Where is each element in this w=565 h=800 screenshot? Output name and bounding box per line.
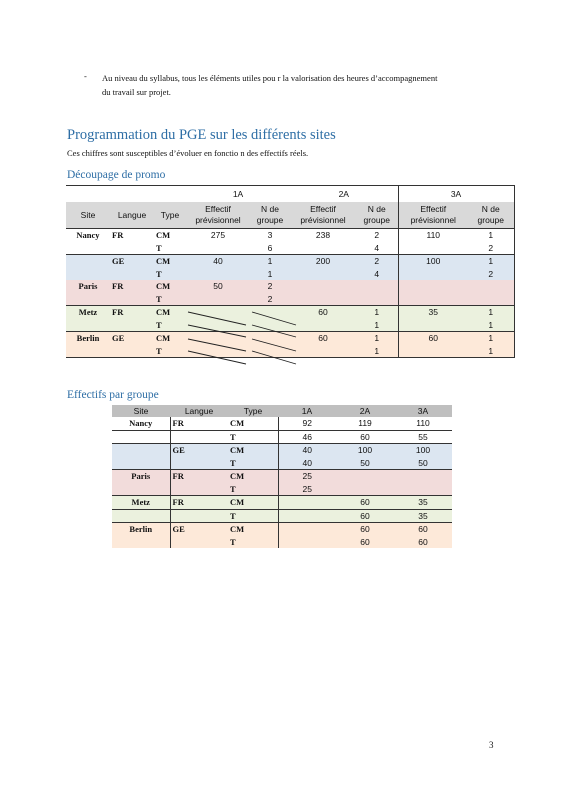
col-type: Type — [154, 202, 186, 229]
col-1a: 1A — [278, 405, 336, 417]
table-row: T 1 1 — [66, 345, 514, 358]
col-site: Site — [66, 202, 110, 229]
section-subtitle: Ces chiffres sont susceptibles d’évoluer en fonctio n des effectifs réels. — [67, 148, 309, 158]
table-row: T 60 35 — [112, 509, 452, 523]
col-effectif-3a: Effectif prévisionnel — [398, 202, 468, 229]
table-row: Berlin GE CM 60 60 — [112, 523, 452, 536]
table-row: T 1 1 — [66, 319, 514, 332]
section-title: Programmation du PGE sur les différents sites — [67, 127, 336, 143]
table-row: T 1 4 2 — [66, 268, 514, 281]
table-row: T 6 4 2 — [66, 242, 514, 255]
table-row: T 40 50 50 — [112, 457, 452, 470]
col-langue: Langue — [110, 202, 154, 229]
table2-title: Effectifs par groupe — [67, 389, 159, 401]
col-type: Type — [228, 405, 278, 417]
group-size-table — [112, 405, 452, 548]
col-site: Site — [112, 405, 170, 417]
col-effectif-2a: Effectif prévisionnel — [290, 202, 356, 229]
table-row: Metz FR CM 60 35 — [112, 496, 452, 510]
table1-title: Découpage de promo — [67, 169, 166, 181]
table-row: Berlin GE CM 60 1 60 1 — [66, 332, 514, 345]
bullet-text: Au niveau du syllabus, tous les éléments utiles pou r la valorisation des heures d’accompagnement du travail sur projet. — [102, 73, 438, 97]
promo-table — [66, 185, 515, 358]
table-row: Metz FR CM 60 1 35 1 — [66, 306, 514, 319]
col-ngroupe-3a: N de groupe — [468, 202, 514, 229]
table-row: T 46 60 55 — [112, 430, 452, 444]
table-row: T 2 — [66, 293, 514, 306]
col-ngroupe-2a: N de groupe — [356, 202, 398, 229]
col-2a: 2A — [336, 405, 394, 417]
table-row: Paris FR CM 50 2 — [66, 280, 514, 293]
table-row: GE CM 40 100 100 — [112, 444, 452, 457]
table-row: Paris FR CM 25 — [112, 470, 452, 483]
year-3a: 3A — [398, 186, 514, 203]
page-number: 3 — [489, 740, 494, 750]
bullet-dash: - — [84, 71, 87, 81]
table-row: GE CM 40 1 200 2 100 1 — [66, 255, 514, 268]
table-row: Nancy FR CM 275 3 238 2 110 1 — [66, 229, 514, 242]
col-3a: 3A — [394, 405, 452, 417]
col-ngroupe-1a: N de groupe — [250, 202, 290, 229]
col-langue: Langue — [170, 405, 228, 417]
table-row: Nancy FR CM 92 119 110 — [112, 417, 452, 430]
year-2a: 2A — [290, 186, 398, 203]
col-effectif-1a: Effectif prévisionnel — [186, 202, 250, 229]
table-row: T 60 60 — [112, 536, 452, 549]
year-1a: 1A — [186, 186, 290, 203]
table-row: T 25 — [112, 483, 452, 496]
